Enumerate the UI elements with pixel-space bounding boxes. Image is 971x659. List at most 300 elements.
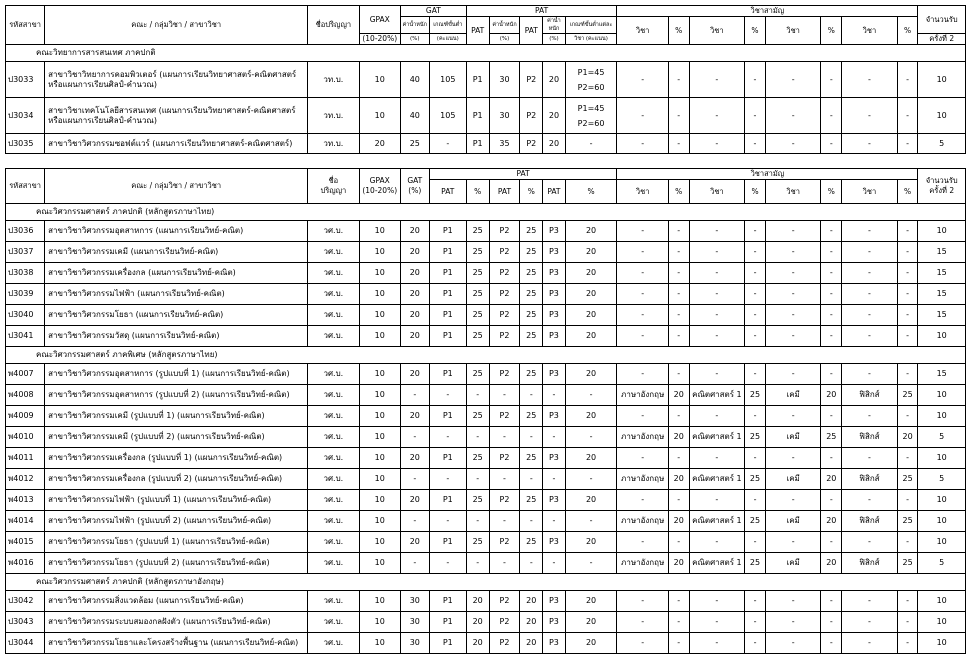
program-code: ป3035 [6, 134, 45, 154]
common-subject-3: เคมี [765, 511, 821, 532]
common-subject-3: - [765, 305, 821, 326]
program-code: ป3033 [6, 62, 45, 98]
program-name: สาขาวิชาวิศวกรรมไฟฟ้า (รูปแบบที่ 1) (แผนการเรียนวิทย์-คณิต) [45, 490, 308, 511]
common-pct-1: - [668, 263, 689, 284]
gat-pct: 20 [400, 532, 429, 553]
gat-weight: 40 [400, 98, 429, 134]
gpax-range-header: (10-20%) [359, 34, 400, 45]
common-pct-4: - [897, 326, 918, 347]
common-subject-2: คณิตศาสตร์ 1 [689, 553, 745, 574]
pat2-weight: 20 [543, 98, 566, 134]
common-subject-1: - [617, 612, 669, 633]
pat3-code: P3 [543, 532, 566, 553]
common-pct-2: - [745, 490, 766, 511]
pat1-weight: 30 [489, 62, 520, 98]
degree-line-1: ชื่อ [328, 176, 339, 185]
quota-value: 10 [918, 511, 966, 532]
gpax-value: 10 [359, 591, 400, 612]
common-pct-2: - [745, 284, 766, 305]
common-pct-2: - [745, 448, 766, 469]
pat3-code: P3 [543, 591, 566, 612]
degree-name: วศ.บ. [308, 242, 360, 263]
pat2-pct: - [520, 427, 543, 448]
common-pct-1: - [668, 591, 689, 612]
gpax-value: 10 [359, 448, 400, 469]
table-row [6, 633, 966, 654]
program-name: สาขาวิชาวิศวกรรมอุตสาหการ (รูปแบบที่ 1) (แผนการเรียนวิทย์-คณิต) [45, 364, 308, 385]
common-pct-1: 20 [668, 427, 689, 448]
common-subject-1: - [617, 305, 669, 326]
pat2-pct: 25 [520, 490, 543, 511]
gat-label: GAT [407, 176, 423, 185]
common-subject-2: - [689, 612, 745, 633]
col-faculty-header: คณะ / กลุ่มวิชา / สาขาวิชา [45, 6, 308, 45]
program-name: สาขาวิชาวิศวกรรมเครื่องกล (รูปแบบที่ 2) (แผนการเรียนวิทย์-คณิต) [45, 469, 308, 490]
degree-name: วศ.บ. [308, 490, 360, 511]
pct-header: % [668, 17, 689, 45]
pat1-pct: - [466, 553, 489, 574]
subj-header: วิชา [689, 17, 745, 45]
common-subject-4: - [842, 242, 898, 263]
pat-min-line: P1=45 [577, 67, 605, 77]
pat1-code: P1 [429, 305, 466, 326]
subj-header: วิชา [617, 17, 669, 45]
pat3-pct: 20 [565, 406, 617, 427]
table-row [6, 591, 966, 612]
quota-value: 10 [918, 98, 966, 134]
gat-pct: 20 [400, 221, 429, 242]
common-subject: - [842, 62, 898, 98]
pat-sub-header: PAT [429, 180, 466, 204]
pat3-code: P3 [543, 490, 566, 511]
common-pct-3: - [821, 242, 842, 263]
common-pct-3: - [821, 612, 842, 633]
common-pct-3: - [821, 284, 842, 305]
common-pct-2: 25 [745, 427, 766, 448]
pat1-pct: 25 [466, 263, 489, 284]
pat3-code: P3 [543, 305, 566, 326]
quota-value: 5 [918, 553, 966, 574]
col-quota-header: จำนวนรับ [918, 6, 966, 34]
pat-pct-header: % [565, 180, 617, 204]
pat2-code: P2 [489, 591, 520, 612]
common-subject: - [617, 98, 669, 134]
common-pct: - [745, 134, 766, 154]
document [5, 5, 966, 654]
program-code: ป3041 [6, 326, 45, 347]
pat2-pct: 25 [520, 532, 543, 553]
pat1-code: P1 [429, 490, 466, 511]
pat1-code: P1 [466, 62, 489, 98]
common-subject-4: - [842, 633, 898, 654]
pat1-pct: 25 [466, 490, 489, 511]
degree-name: วศ.บ. [308, 612, 360, 633]
gat-pct: 30 [400, 591, 429, 612]
common-subject-3: - [765, 242, 821, 263]
common-pct-1: - [668, 221, 689, 242]
gpax-value: 10 [359, 612, 400, 633]
pat1-code: P1 [429, 242, 466, 263]
gat-min: - [429, 134, 466, 154]
common-subject: - [689, 98, 745, 134]
col-gpax-header [359, 169, 400, 204]
pat3-pct: - [565, 511, 617, 532]
common-pct-3: - [821, 263, 842, 284]
quota-value: 10 [918, 448, 966, 469]
common-subject: - [617, 134, 669, 154]
pat2-header: PAT [520, 17, 543, 45]
common-subject-2: - [689, 221, 745, 242]
pat1-pct: 20 [466, 612, 489, 633]
pat1-code: P1 [429, 406, 466, 427]
quota-value: 15 [918, 364, 966, 385]
common-subject: - [689, 134, 745, 154]
pat1-pct: 25 [466, 448, 489, 469]
pat2-pct: 25 [520, 242, 543, 263]
table-row [6, 385, 966, 406]
pat2-code: P2 [489, 242, 520, 263]
pat1-pct: 25 [466, 364, 489, 385]
common-pct-1: - [668, 406, 689, 427]
table-row [6, 62, 966, 98]
degree-name: วศ.บ. [308, 305, 360, 326]
common-subject-4: - [842, 263, 898, 284]
pat1-pct: 20 [466, 591, 489, 612]
common-pct-4: - [897, 633, 918, 654]
table-row [6, 612, 966, 633]
common-pct-3: - [821, 490, 842, 511]
common-pct-4: - [897, 221, 918, 242]
gpax-value: 20 [359, 134, 400, 154]
pat2-weight: 20 [543, 134, 566, 154]
pat1-pct: - [466, 385, 489, 406]
program-name: สาขาวิชาวิศวกรรมไฟฟ้า (รูปแบบที่ 2) (แผนการเรียนวิทย์-คณิต) [45, 511, 308, 532]
pat2-pct: - [520, 511, 543, 532]
common-pct-2: - [745, 221, 766, 242]
common-subject-1: - [617, 490, 669, 511]
program-name: สาขาวิชาวิศวกรรมเคมี (รูปแบบที่ 1) (แผนการเรียนวิทย์-คณิต) [45, 406, 308, 427]
pat2-code: - [489, 469, 520, 490]
program-name: สาขาวิชาวิศวกรรมระบบสมองกลฝังตัว (แผนการเรียนวิทย์-คณิต) [45, 612, 308, 633]
common-pct: - [668, 62, 689, 98]
pat3-pct: - [565, 427, 617, 448]
gat-pct: 20 [400, 242, 429, 263]
pat1-code: P1 [429, 364, 466, 385]
pct-header: % [821, 180, 842, 204]
pat-min [565, 134, 617, 154]
degree-name: วศ.บ. [308, 591, 360, 612]
common-pct-4: - [897, 305, 918, 326]
common-pct-2: - [745, 263, 766, 284]
subj-header: วิชา [842, 17, 898, 45]
gat-min: 105 [429, 98, 466, 134]
table-row [6, 469, 966, 490]
pat2-code: P2 [520, 62, 543, 98]
gpax-value: 10 [359, 490, 400, 511]
common-pct-1: - [668, 364, 689, 385]
pat2-code: P2 [520, 134, 543, 154]
col-common-header: วิชาสามัญ [617, 6, 918, 17]
program-code: พ4014 [6, 511, 45, 532]
pat2-code: P2 [489, 364, 520, 385]
col-pat-header: PAT [429, 169, 617, 180]
common-subject-1: - [617, 406, 669, 427]
pat3-pct: 20 [565, 532, 617, 553]
common-subject-1: ภาษาอังกฤษ [617, 553, 669, 574]
common-pct-1: 20 [668, 469, 689, 490]
pat2-code: P2 [489, 633, 520, 654]
program-code: พ4007 [6, 364, 45, 385]
common-pct-2: - [745, 612, 766, 633]
subj-header: วิชา [617, 180, 669, 204]
degree-name: วศ.บ. [308, 326, 360, 347]
subj-header: วิชา [765, 17, 821, 45]
common-pct-2: 25 [745, 469, 766, 490]
pat3-code: - [543, 469, 566, 490]
common-subject-1: - [617, 263, 669, 284]
common-pct-2: - [745, 406, 766, 427]
program-code: ป3042 [6, 591, 45, 612]
section-title: คณะวิศวกรรมศาสตร์ ภาคพิเศษ (หลักสูตรภาษาไทย) [6, 347, 966, 364]
common-subject-2: คณิตศาสตร์ 1 [689, 469, 745, 490]
gpax-value: 10 [359, 305, 400, 326]
pat2-code: - [489, 511, 520, 532]
pat1-pct: 25 [466, 326, 489, 347]
col-faculty-header: คณะ / กลุ่มวิชา / สาขาวิชา [45, 169, 308, 204]
degree-name: วศ.บ. [308, 448, 360, 469]
common-subject-2: - [689, 326, 745, 347]
pat-sub-header: PAT [543, 180, 566, 204]
pat3-pct: - [565, 469, 617, 490]
common-subject: - [765, 98, 821, 134]
pat1-weight: 30 [489, 98, 520, 134]
common-subject-2: - [689, 305, 745, 326]
pat3-code: P3 [543, 364, 566, 385]
table-row [6, 364, 966, 385]
pat2-pct: 25 [520, 364, 543, 385]
pat1-pct: - [466, 511, 489, 532]
common-pct: - [668, 134, 689, 154]
program-code: พ4010 [6, 427, 45, 448]
program-name: สาขาวิชาวิศวกรรมโยธาและโครงสร้างพื้นฐาน (แผนการเรียนวิทย์-คณิต) [45, 633, 308, 654]
pat1-code: P1 [429, 221, 466, 242]
gpax-value: 10 [359, 284, 400, 305]
gpax-value: 10 [359, 553, 400, 574]
pct-header: % [897, 17, 918, 45]
gat-pct: 20 [400, 364, 429, 385]
pat1-weight: 35 [489, 134, 520, 154]
pat-min [565, 62, 617, 98]
program-code: ป3039 [6, 284, 45, 305]
common-subject-4: - [842, 284, 898, 305]
pat2-weight-unit: (%) [543, 34, 566, 45]
pat2-code: P2 [520, 98, 543, 134]
gat-weight: 40 [400, 62, 429, 98]
common-pct: - [897, 134, 918, 154]
common-pct: - [821, 134, 842, 154]
pct-header: % [745, 17, 766, 45]
common-subject-3: - [765, 490, 821, 511]
common-pct-2: - [745, 532, 766, 553]
pat1-code: P1 [429, 284, 466, 305]
gat-pct: 20 [400, 263, 429, 284]
common-pct-1: - [668, 612, 689, 633]
common-subject-3: - [765, 591, 821, 612]
common-subject-2: คณิตศาสตร์ 1 [689, 427, 745, 448]
common-pct-3: - [821, 305, 842, 326]
program-code: ป3040 [6, 305, 45, 326]
pat2-code: P2 [489, 532, 520, 553]
table-row [6, 305, 966, 326]
pct-header: % [897, 180, 918, 204]
pat1-pct: 25 [466, 305, 489, 326]
gat-pct: - [400, 511, 429, 532]
quota-value: 10 [918, 221, 966, 242]
pat1-code: P1 [429, 448, 466, 469]
common-subject-1: - [617, 448, 669, 469]
common-pct-3: 20 [821, 553, 842, 574]
gpax-value: 10 [359, 263, 400, 284]
pat-min-line: P2=60 [577, 82, 605, 92]
common-subject-3: - [765, 364, 821, 385]
pat1-pct: 25 [466, 221, 489, 242]
common-subject-2: - [689, 532, 745, 553]
common-pct-4: 25 [897, 385, 918, 406]
quota-value: 10 [918, 591, 966, 612]
program-name: สาขาวิชาวิศวกรรมอุตสาหการ (รูปแบบที่ 2) (แผนการเรียนวิทย์-คณิต) [45, 385, 308, 406]
pat3-pct: 20 [565, 326, 617, 347]
common-subject-3: - [765, 406, 821, 427]
col-gat-header [400, 169, 429, 204]
common-pct-3: - [821, 364, 842, 385]
table-row [6, 427, 966, 448]
common-pct: - [668, 98, 689, 134]
common-subject-1: - [617, 633, 669, 654]
pat1-pct: - [466, 469, 489, 490]
common-subject-1: - [617, 242, 669, 263]
gat-pct: 20 [400, 326, 429, 347]
pat-sub-header: PAT [489, 180, 520, 204]
program-name: สาขาวิชาวิศวกรรมเครื่องกล (รูปแบบที่ 1) (แผนการเรียนวิทย์-คณิต) [45, 448, 308, 469]
pat3-code: P3 [543, 242, 566, 263]
pat1-code: P1 [429, 263, 466, 284]
common-pct-4: 25 [897, 469, 918, 490]
gpax-value: 10 [359, 364, 400, 385]
common-pct: - [897, 98, 918, 134]
common-subject-1: - [617, 326, 669, 347]
gat-min-header: เกณฑ์ขั้นต่ำ [429, 17, 466, 34]
pat2-code: - [489, 553, 520, 574]
quota-value: 10 [918, 532, 966, 553]
table-row [6, 242, 966, 263]
pat2-pct: 25 [520, 221, 543, 242]
common-pct-1: - [668, 242, 689, 263]
degree-name: วศ.บ. [308, 511, 360, 532]
pat1-code: P1 [429, 591, 466, 612]
pat2-code: P2 [489, 612, 520, 633]
common-pct-4: - [897, 364, 918, 385]
common-subject-4: ฟิสิกส์ [842, 511, 898, 532]
quota-value: 15 [918, 263, 966, 284]
program-name: สาขาวิชาวิศวกรรมไฟฟ้า (แผนการเรียนวิทย์-คณิต) [45, 284, 308, 305]
common-pct-3: - [821, 406, 842, 427]
pat3-pct: 20 [565, 448, 617, 469]
degree-name: วศ.บ. [308, 406, 360, 427]
common-pct: - [897, 62, 918, 98]
program-name: สาขาวิชาวิศวกรรมโยธา (แผนการเรียนวิทย์-คณิต) [45, 305, 308, 326]
common-pct-1: 20 [668, 553, 689, 574]
pat2-code: P2 [489, 448, 520, 469]
pat3-code: - [543, 385, 566, 406]
pat-min-line: - [589, 139, 593, 148]
gpax-value: 10 [359, 406, 400, 427]
program-code: ป3043 [6, 612, 45, 633]
pat2-weight-header: ค่าน้ำหนัก [543, 17, 566, 34]
pat2-pct: 25 [520, 326, 543, 347]
common-subject-3: - [765, 633, 821, 654]
quota-label: จำนวนรับ [925, 176, 958, 185]
common-subject: - [689, 62, 745, 98]
quota-value: 10 [918, 490, 966, 511]
subj-header: วิชา [842, 180, 898, 204]
common-pct-1: - [668, 305, 689, 326]
common-pct-2: - [745, 591, 766, 612]
common-subject-4: - [842, 532, 898, 553]
table-row [6, 553, 966, 574]
quota-value: 10 [918, 62, 966, 98]
gpax-value: 10 [359, 98, 400, 134]
quota-round-header: ครั้งที่ 2 [918, 34, 966, 45]
common-subject: - [617, 62, 669, 98]
pat1-code: - [429, 385, 466, 406]
common-subject-1: - [617, 532, 669, 553]
common-pct-1: - [668, 448, 689, 469]
common-pct-4: - [897, 612, 918, 633]
pat3-pct: 20 [565, 242, 617, 263]
common-subject-3: เคมี [765, 427, 821, 448]
pat1-code: - [429, 469, 466, 490]
common-subject-1: ภาษาอังกฤษ [617, 469, 669, 490]
gat-weight-header: ค่าน้ำหนัก [400, 17, 429, 34]
common-pct-3: - [821, 448, 842, 469]
pat2-pct: 25 [520, 305, 543, 326]
pct-header: % [745, 180, 766, 204]
admission-table-info-science [5, 5, 966, 154]
program-code: พ4012 [6, 469, 45, 490]
common-pct: - [821, 98, 842, 134]
pat-min [565, 98, 617, 134]
degree-name: วศ.บ. [308, 469, 360, 490]
table-row [6, 448, 966, 469]
pct-header: % [821, 17, 842, 45]
common-subject-1: - [617, 364, 669, 385]
common-pct: - [745, 98, 766, 134]
program-name: สาขาวิชาวิศวกรรมเคมี (แผนการเรียนวิทย์-คณิต) [45, 242, 308, 263]
common-pct-2: - [745, 364, 766, 385]
table-row [6, 134, 966, 154]
common-subject-2: - [689, 364, 745, 385]
gat-weight: 25 [400, 134, 429, 154]
program-code: ป3037 [6, 242, 45, 263]
subj-header: วิชา [765, 180, 821, 204]
admission-table-engineering [5, 168, 966, 654]
gat-pct: 20 [400, 406, 429, 427]
common-pct-3: - [821, 326, 842, 347]
degree-name: วศ.บ. [308, 427, 360, 448]
section-title: คณะวิทยาการสารสนเทศ ภาคปกติ [6, 45, 966, 62]
program-name: สาขาวิชาวิศวกรรมโยธา (รูปแบบที่ 1) (แผนการเรียนวิทย์-คณิต) [45, 532, 308, 553]
common-subject-3: - [765, 326, 821, 347]
